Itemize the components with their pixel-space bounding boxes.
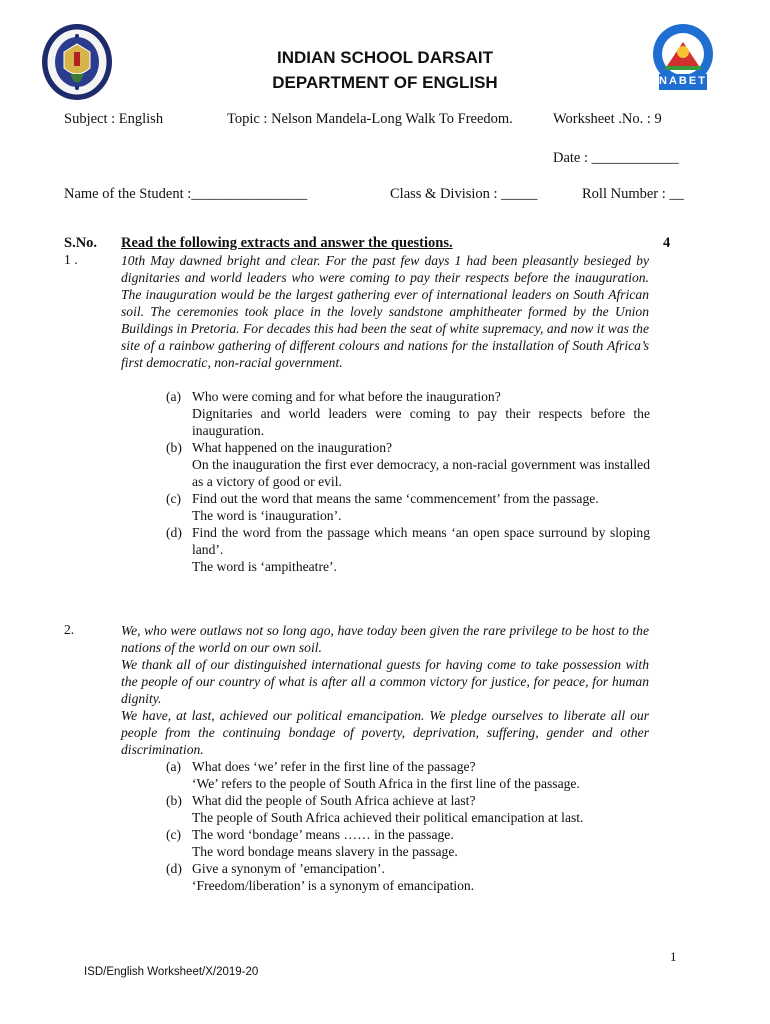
item-label: (c) xyxy=(166,827,182,842)
page-number: 1 xyxy=(670,949,677,964)
question-text: What does ‘we’ refer in the first line of the passage? xyxy=(192,759,476,774)
passage-paragraph: We have, at last, achieved our political emancipation. We pledge ourselves to liberate all our people from the continuing bondage of poverty, deprivation, suffering, gender and other discrimination. xyxy=(121,708,649,757)
item-label: (b) xyxy=(166,793,182,808)
question-text: The word ‘bondage’ means …… in the passage. xyxy=(192,827,454,842)
question-text: What happened on the inauguration? xyxy=(192,440,393,455)
answer-text: ‘We’ refers to the people of South Africa in the first line of the passage. xyxy=(192,776,580,791)
question-text: Find out the word that means the same ‘commencement’ from the passage. xyxy=(192,491,599,506)
item-label: (a) xyxy=(166,389,182,404)
question-item xyxy=(166,439,650,490)
extract-passage: 10th May dawned bright and clear. For the past few days 1 had been pleasantly besieged by dignitaries and world leaders who were coming to pay their respects before the inauguration. The inauguration would be the largest gathering ever of international leaders on South African soil. The ceremonies took place in the lovely sandstone amphitheater formed by the Union Buildings in Pretoria. For decades this had been the seat of white supremacy, and now it was the site of a rainbow gathering of different colours and nations for the installation of South Africa’s first democratic, non-racial government. xyxy=(121,253,649,370)
class-division-field: Class & Division : _____ xyxy=(390,186,538,202)
worksheet-number: Worksheet .No. : 9 xyxy=(553,111,662,127)
department-name: DEPARTMENT OF ENGLISH xyxy=(272,73,498,92)
question-item xyxy=(166,758,650,792)
question-list xyxy=(166,758,650,894)
passage-paragraph: We, who were outlaws not so long ago, have today been given the rare privilege to be host to the nations of the world on our own soil. xyxy=(121,623,649,655)
footer-code: ISD/English Worksheet/X/2019-20 xyxy=(84,966,259,978)
marks-label: 4 xyxy=(663,235,671,251)
question-item xyxy=(166,490,650,524)
question-item xyxy=(166,388,650,439)
item-label: (d) xyxy=(166,525,182,540)
answer-text: The word is ‘inauguration’. xyxy=(192,508,342,523)
answer-text: The word is ‘ampitheatre’. xyxy=(192,559,337,574)
question-text: Give a synonym of ’emancipation’. xyxy=(192,861,385,876)
question-text: Find the word from the passage which means ‘an open space surround by sloping land’. xyxy=(192,525,650,557)
instruction-heading: Read the following extracts and answer the questions. xyxy=(121,235,453,251)
date-field: Date : ____________ xyxy=(553,150,679,166)
student-name-field: Name of the Student :________________ xyxy=(64,186,308,202)
question-number: 1 . xyxy=(64,252,78,267)
answer-text: The word bondage means slavery in the passage. xyxy=(192,844,458,859)
question-list xyxy=(166,388,650,575)
extract-passage xyxy=(121,622,649,758)
question-text: Who were coming and for what before the inauguration? xyxy=(192,389,501,404)
answer-text: ‘Freedom/liberation’ is a synonym of emancipation. xyxy=(192,878,475,893)
serial-number-heading: S.No. xyxy=(64,235,98,251)
question-text: What did the people of South Africa achieve at last? xyxy=(192,793,476,808)
answer-text: Dignitaries and world leaders were coming to pay their respects before the inauguration. xyxy=(192,406,650,438)
question-item xyxy=(166,792,650,826)
question-item xyxy=(166,860,650,894)
roll-number-field: Roll Number : __ xyxy=(582,186,684,202)
passage-paragraph: We thank all of our distinguished international guests for having come to take possession with the people of our country of what is after all a common victory for justice, for peace, for human dignity. xyxy=(121,657,649,706)
subject-field: Subject : English xyxy=(64,111,164,127)
topic-field: Topic : Nelson Mandela-Long Walk To Freedom. xyxy=(227,111,513,127)
school-name: INDIAN SCHOOL DARSAIT xyxy=(277,48,493,67)
question-item xyxy=(166,524,650,575)
item-label: (b) xyxy=(166,440,182,455)
question-item xyxy=(166,826,650,860)
item-label: (d) xyxy=(166,861,182,876)
answer-text: On the inauguration the first ever democracy, a non-racial government was installed as a victory of good or evil. xyxy=(192,457,650,489)
question-number: 2. xyxy=(64,622,75,637)
nabet-wordmark: NABET xyxy=(659,75,707,87)
item-label: (a) xyxy=(166,759,182,774)
answer-text: The people of South Africa achieved their political emancipation at last. xyxy=(192,810,584,825)
item-label: (c) xyxy=(166,491,182,506)
